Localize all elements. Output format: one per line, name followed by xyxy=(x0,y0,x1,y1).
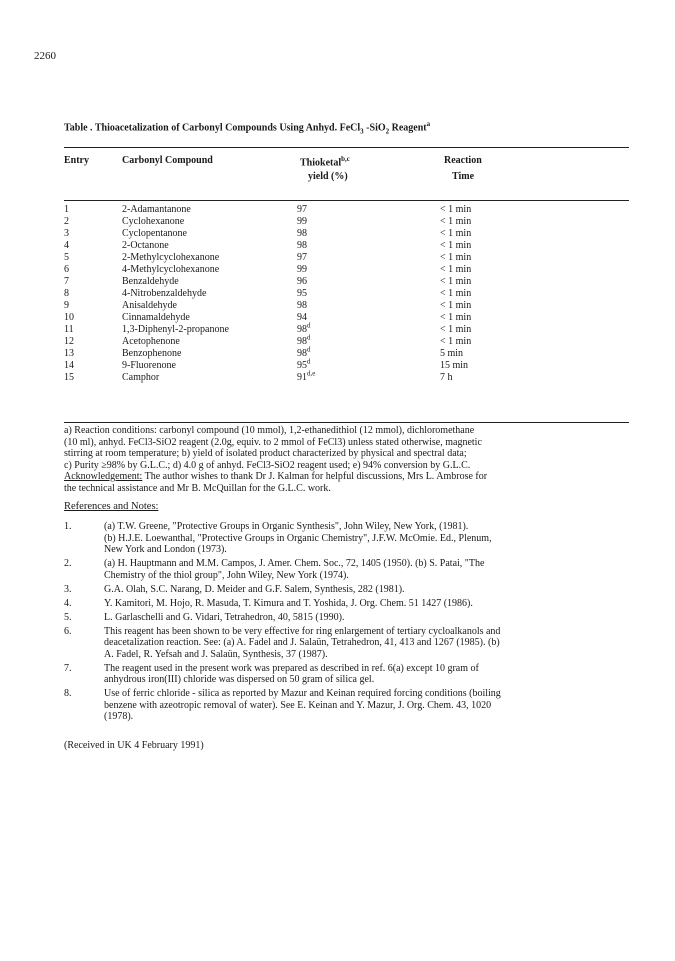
entry-cell: 8 xyxy=(64,288,69,299)
reference-line: G.A. Olah, S.C. Narang, D. Meider and G.F. Salem, Synthesis, 282 (1981). xyxy=(104,583,405,595)
compound-cell: Cinnamaldehyde xyxy=(122,312,190,323)
reference-line: A. Fadel, R. Yefsah and J. Salaün, Synthesis, 37 (1987). xyxy=(104,648,328,660)
yield-cell: 95 xyxy=(297,288,307,299)
table-row xyxy=(64,300,624,311)
reference-line: anhydrous iron(III) chloride was dispersed on 50 gram of silica gel. xyxy=(104,674,375,685)
time-cell: < 1 min xyxy=(440,336,472,347)
footnote-line: (10 ml), anhyd. FeCl3-SiO2 reagent (2.0g, equiv. to 2 mmol of FeCl3) unless stated otherwise, magnetic xyxy=(64,436,482,448)
table-row xyxy=(64,321,624,335)
time-cell: < 1 min xyxy=(440,228,472,239)
reference-item xyxy=(64,663,624,686)
yield-cell: 96 xyxy=(297,276,307,287)
compound-cell: Camphor xyxy=(122,372,160,383)
reference-item xyxy=(64,521,624,556)
time-cell: < 1 min xyxy=(440,288,472,299)
reference-line: (a) T.W. Greene, "Protective Groups in Organic Synthesis", John Wiley, New York, (1981). xyxy=(104,521,469,532)
table-row xyxy=(64,228,624,239)
footnote-line: stirring at room temperature; b) yield of isolated product characterized by physical and spectral data; xyxy=(64,448,467,459)
reference-line: The reagent used in the present work was prepared as described in ref. 6(a) except 10 gram of xyxy=(104,662,479,674)
entry-cell: 14 xyxy=(64,360,74,371)
entry-cell: 11 xyxy=(64,324,74,335)
compound-cell: Benzaldehyde xyxy=(122,276,179,287)
time-cell: < 1 min xyxy=(440,312,472,323)
yield-cell: 97 xyxy=(297,204,307,215)
entry-cell: 3 xyxy=(64,228,69,239)
table-row xyxy=(64,204,624,215)
header-yield: Thioketal$^{b,c}$ xyxy=(300,155,350,169)
time-cell: < 1 min xyxy=(440,264,472,275)
compound-cell: 9-Fluorenone xyxy=(122,360,176,371)
table-bottom-rule xyxy=(64,422,629,423)
table-top-rule xyxy=(64,147,629,148)
compound-cell: 2-Octanone xyxy=(122,240,169,251)
entry-cell: 1 xyxy=(64,204,69,215)
entry-cell: 6 xyxy=(64,264,69,275)
entry-cell: 9 xyxy=(64,300,69,311)
reference-line: This reagent has been shown to be very effective for ring enlargement of tertiary cycloalkanols and xyxy=(104,625,501,637)
table-row xyxy=(64,357,624,371)
page-number: 2260 xyxy=(34,50,56,62)
reference-line: benzene with azeotropic removal of water). See E. Keinan and Y. Mazur, J. Org. Chem. 43, 1020 xyxy=(104,699,492,711)
reference-line: New York and London (1973). xyxy=(104,544,227,555)
yield-cell: 98$^d$ xyxy=(297,321,311,335)
references-heading: References and Notes: xyxy=(64,501,159,512)
table-row xyxy=(64,345,624,359)
time-cell: < 1 min xyxy=(440,300,472,311)
reference-line: (a) H. Hauptmann and M.M. Campos, J. Amer. Chem. Soc., 72, 1405 (1950). (b) S. Patai, "The xyxy=(104,558,485,569)
acknowledgement-text: The author wishes to thank Dr J. Kalman for helpful discussions, Mrs L. Ambrose for xyxy=(142,471,488,482)
acknowledgement-text: the technical assistance and Mr B. McQuillan for the G.L.C. work. xyxy=(64,482,331,494)
compound-cell: Acetophenone xyxy=(122,336,180,347)
header-time: Time xyxy=(452,171,475,182)
acknowledgement xyxy=(64,471,624,494)
yield-cell: 91$^{d,e}$ xyxy=(297,369,316,383)
reference-line: (b) H.J.E. Loewanthal, "Protective Groups in Organic Chemistry", J.F.W. McOmie. Ed., Plenum, xyxy=(104,532,492,544)
entry-cell: 7 xyxy=(64,276,69,287)
yield-cell: 98 xyxy=(297,228,307,239)
time-cell: < 1 min xyxy=(440,276,472,287)
entry-cell: 4 xyxy=(64,240,69,251)
table-row xyxy=(64,333,624,347)
yield-cell: 97 xyxy=(297,252,307,263)
time-cell: < 1 min xyxy=(440,240,472,251)
compound-cell: 4-Nitrobenzaldehyde xyxy=(122,288,207,299)
entry-cell: 13 xyxy=(64,348,74,359)
yield-cell: 94 xyxy=(297,312,307,323)
header-yield-unit: yield (%) xyxy=(308,171,348,182)
reference-line: Chemistry of the thiol group", John Wiley, New York (1974). xyxy=(104,569,349,581)
reference-item xyxy=(64,626,624,661)
table-row xyxy=(64,216,624,227)
table-row xyxy=(64,276,624,287)
yield-cell: 95$^d$ xyxy=(297,357,311,371)
header-rule xyxy=(64,200,629,201)
time-cell: 5 min xyxy=(440,348,464,359)
entry-cell: 2 xyxy=(64,216,69,227)
table-row xyxy=(64,312,624,323)
yield-footnote-mark: d xyxy=(307,345,311,354)
table-row xyxy=(64,369,624,383)
compound-cell: 1,3-Diphenyl-2-propanone xyxy=(122,324,229,335)
yield-cell: 98$^d$ xyxy=(297,333,311,347)
entry-cell: 10 xyxy=(64,312,74,323)
yield-footnote-mark: d xyxy=(307,357,311,366)
reference-number: 2. xyxy=(64,558,72,569)
time-cell: 15 min xyxy=(440,360,469,371)
entry-cell: 5 xyxy=(64,252,69,263)
compound-cell: 2-Methylcyclohexanone xyxy=(122,252,220,263)
reference-line: Use of ferric chloride - silica as reported by Mazur and Keinan required forcing conditions (boiling xyxy=(104,688,501,699)
reference-line: deacetalization reaction. See: (a) A. Fadel and J. Salaün, Tetrahedron, 41, 413 and 1267 (1985). (b) xyxy=(104,637,500,648)
reference-number: 7. xyxy=(64,662,72,674)
reference-number: 8. xyxy=(64,688,72,699)
compound-cell: 4-Methylcyclohexanone xyxy=(122,264,220,275)
entry-cell: 12 xyxy=(64,336,74,347)
reference-number: 5. xyxy=(64,611,72,623)
compound-cell: Anisaldehyde xyxy=(122,300,177,311)
yield-cell: 98 xyxy=(297,240,307,251)
yield-footnote-mark: d xyxy=(307,321,311,330)
time-cell: 7 h xyxy=(440,372,453,383)
yield-footnote-mark: d xyxy=(307,333,311,342)
time-cell: < 1 min xyxy=(440,324,472,335)
reference-item xyxy=(64,598,624,610)
footnote-line: c) Purity ≥98% by G.L.C.; d) 4.0 g of anhyd. FeCl3-SiO2 reagent used; e) 94% conversion by G.L.C. xyxy=(64,459,471,471)
acknowledgement-heading: Acknowledgement: xyxy=(64,471,143,482)
yield-cell: 99 xyxy=(297,216,307,227)
compound-cell: 2-Adamantanone xyxy=(122,204,191,215)
header-reaction: Reaction xyxy=(444,155,482,166)
reference-item xyxy=(64,558,624,581)
compound-cell: Cyclopentanone xyxy=(122,228,187,239)
reference-line: L. Garlaschelli and G. Vidari, Tetrahedron, 40, 5815 (1990). xyxy=(104,611,345,623)
reference-number: 3. xyxy=(64,583,72,595)
yield-footnote-mark: d,e xyxy=(307,369,316,378)
time-cell: < 1 min xyxy=(440,204,472,215)
footnote-line: a) Reaction conditions: carbonyl compound (10 mmol), 1,2-ethanedithiol (12 mmol), dichloromethane xyxy=(64,425,475,436)
reference-item xyxy=(64,584,624,596)
reference-item xyxy=(64,612,624,624)
reference-line: Y. Kamitori, M. Hojo, R. Masuda, T. Kimura and T. Yoshida, J. Org. Chem. 51 1427 (1986). xyxy=(104,597,473,609)
compound-cell: Benzophenone xyxy=(122,348,182,359)
time-cell: < 1 min xyxy=(440,252,472,263)
reference-line: (1978). xyxy=(104,711,134,722)
table-footnotes xyxy=(64,425,624,471)
table-row xyxy=(64,252,624,263)
yield-cell: 98 xyxy=(297,300,307,311)
table-caption: Table . Thioacetalization of Carbonyl Compounds Using Anhyd. FeCl$_3$ -SiO$_2$ Reagent$^a$ xyxy=(64,120,431,136)
header-carbonyl-compound: Carbonyl Compound xyxy=(122,155,213,166)
received-date: (Received in UK 4 February 1991) xyxy=(64,740,204,751)
reference-number: 6. xyxy=(64,625,72,637)
reference-item xyxy=(64,688,624,723)
reference-number: 1. xyxy=(64,521,72,532)
compound-cell: Cyclohexanone xyxy=(122,216,185,227)
reference-number: 4. xyxy=(64,597,72,609)
header-entry: Entry xyxy=(64,155,89,166)
entry-cell: 15 xyxy=(64,372,74,383)
table-row xyxy=(64,240,624,251)
table-row xyxy=(64,264,624,275)
yield-cell: 98$^d$ xyxy=(297,345,311,359)
time-cell: < 1 min xyxy=(440,216,472,227)
yield-cell: 99 xyxy=(297,264,307,275)
table-row xyxy=(64,288,624,299)
